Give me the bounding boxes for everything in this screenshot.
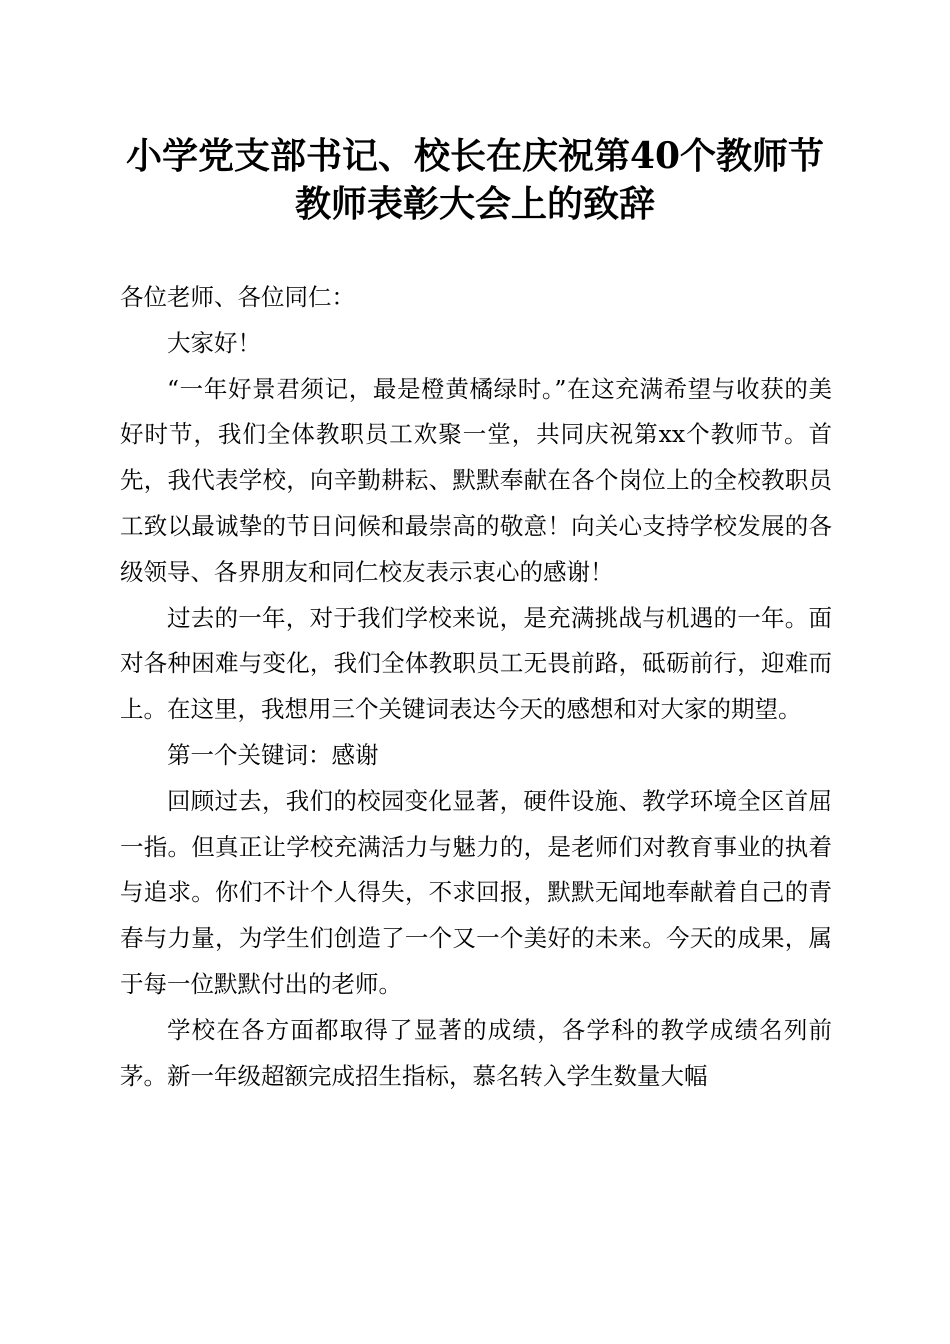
paragraph-4: 学校在各方面都取得了显著的成绩，各学科的教学成绩名列前茅。新一年级超额完成招生指标，慕名转入学生数量大幅 [120,1015,832,1090]
title-line-1: 小学党支部书记、校长在庆祝第40个教师节 [125,135,825,177]
salutation: 各位老师、各位同仁： [120,283,355,311]
paragraph-2: 过去的一年，对于我们学校来说，是充满挑战与机遇的一年。面对各种困难与变化，我们全体教职员工无畏前路，砥砺前行，迎难而上。在这里，我想用三个关键词表达今天的感想和对大家的期望。 [120,603,832,724]
document-body [120,275,832,1099]
greeting: 大家好！ [167,328,261,357]
paragraph-1: “一年好景君须记，最是橙黄橘绿时。”在这充满希望与收获的美好时节，我们全体教职员工欢聚一堂，共同庆祝第xx个教师节。首先，我代表学校，向辛勤耕耘、默默奉献在各个岗位上的全校教职员工致以最诚挚的节日问候和最崇高的敬意！向关心支持学校发展的各级领导、各界朋友和同仁校友表示衷心的感谢！ [120,374,832,586]
document-title [100,132,850,228]
section-heading-1: 第一个关键词：感谢 [167,740,379,769]
title-line-2: 教师表彰大会上的致辞 [294,183,655,225]
paragraph-3: 回顾过去，我们的校园变化显著，硬件设施、教学环境全区首屈一指。但真正让学校充满活力与魅力的，是老师们对教育事业的执着与追求。你们不计个人得失，不求回报，默默无闻地奉献着自己的青春与力量，为学生们创造了一个又一个美好的未来。今天的成果，属于每一位默默付出的老师。 [120,786,832,998]
